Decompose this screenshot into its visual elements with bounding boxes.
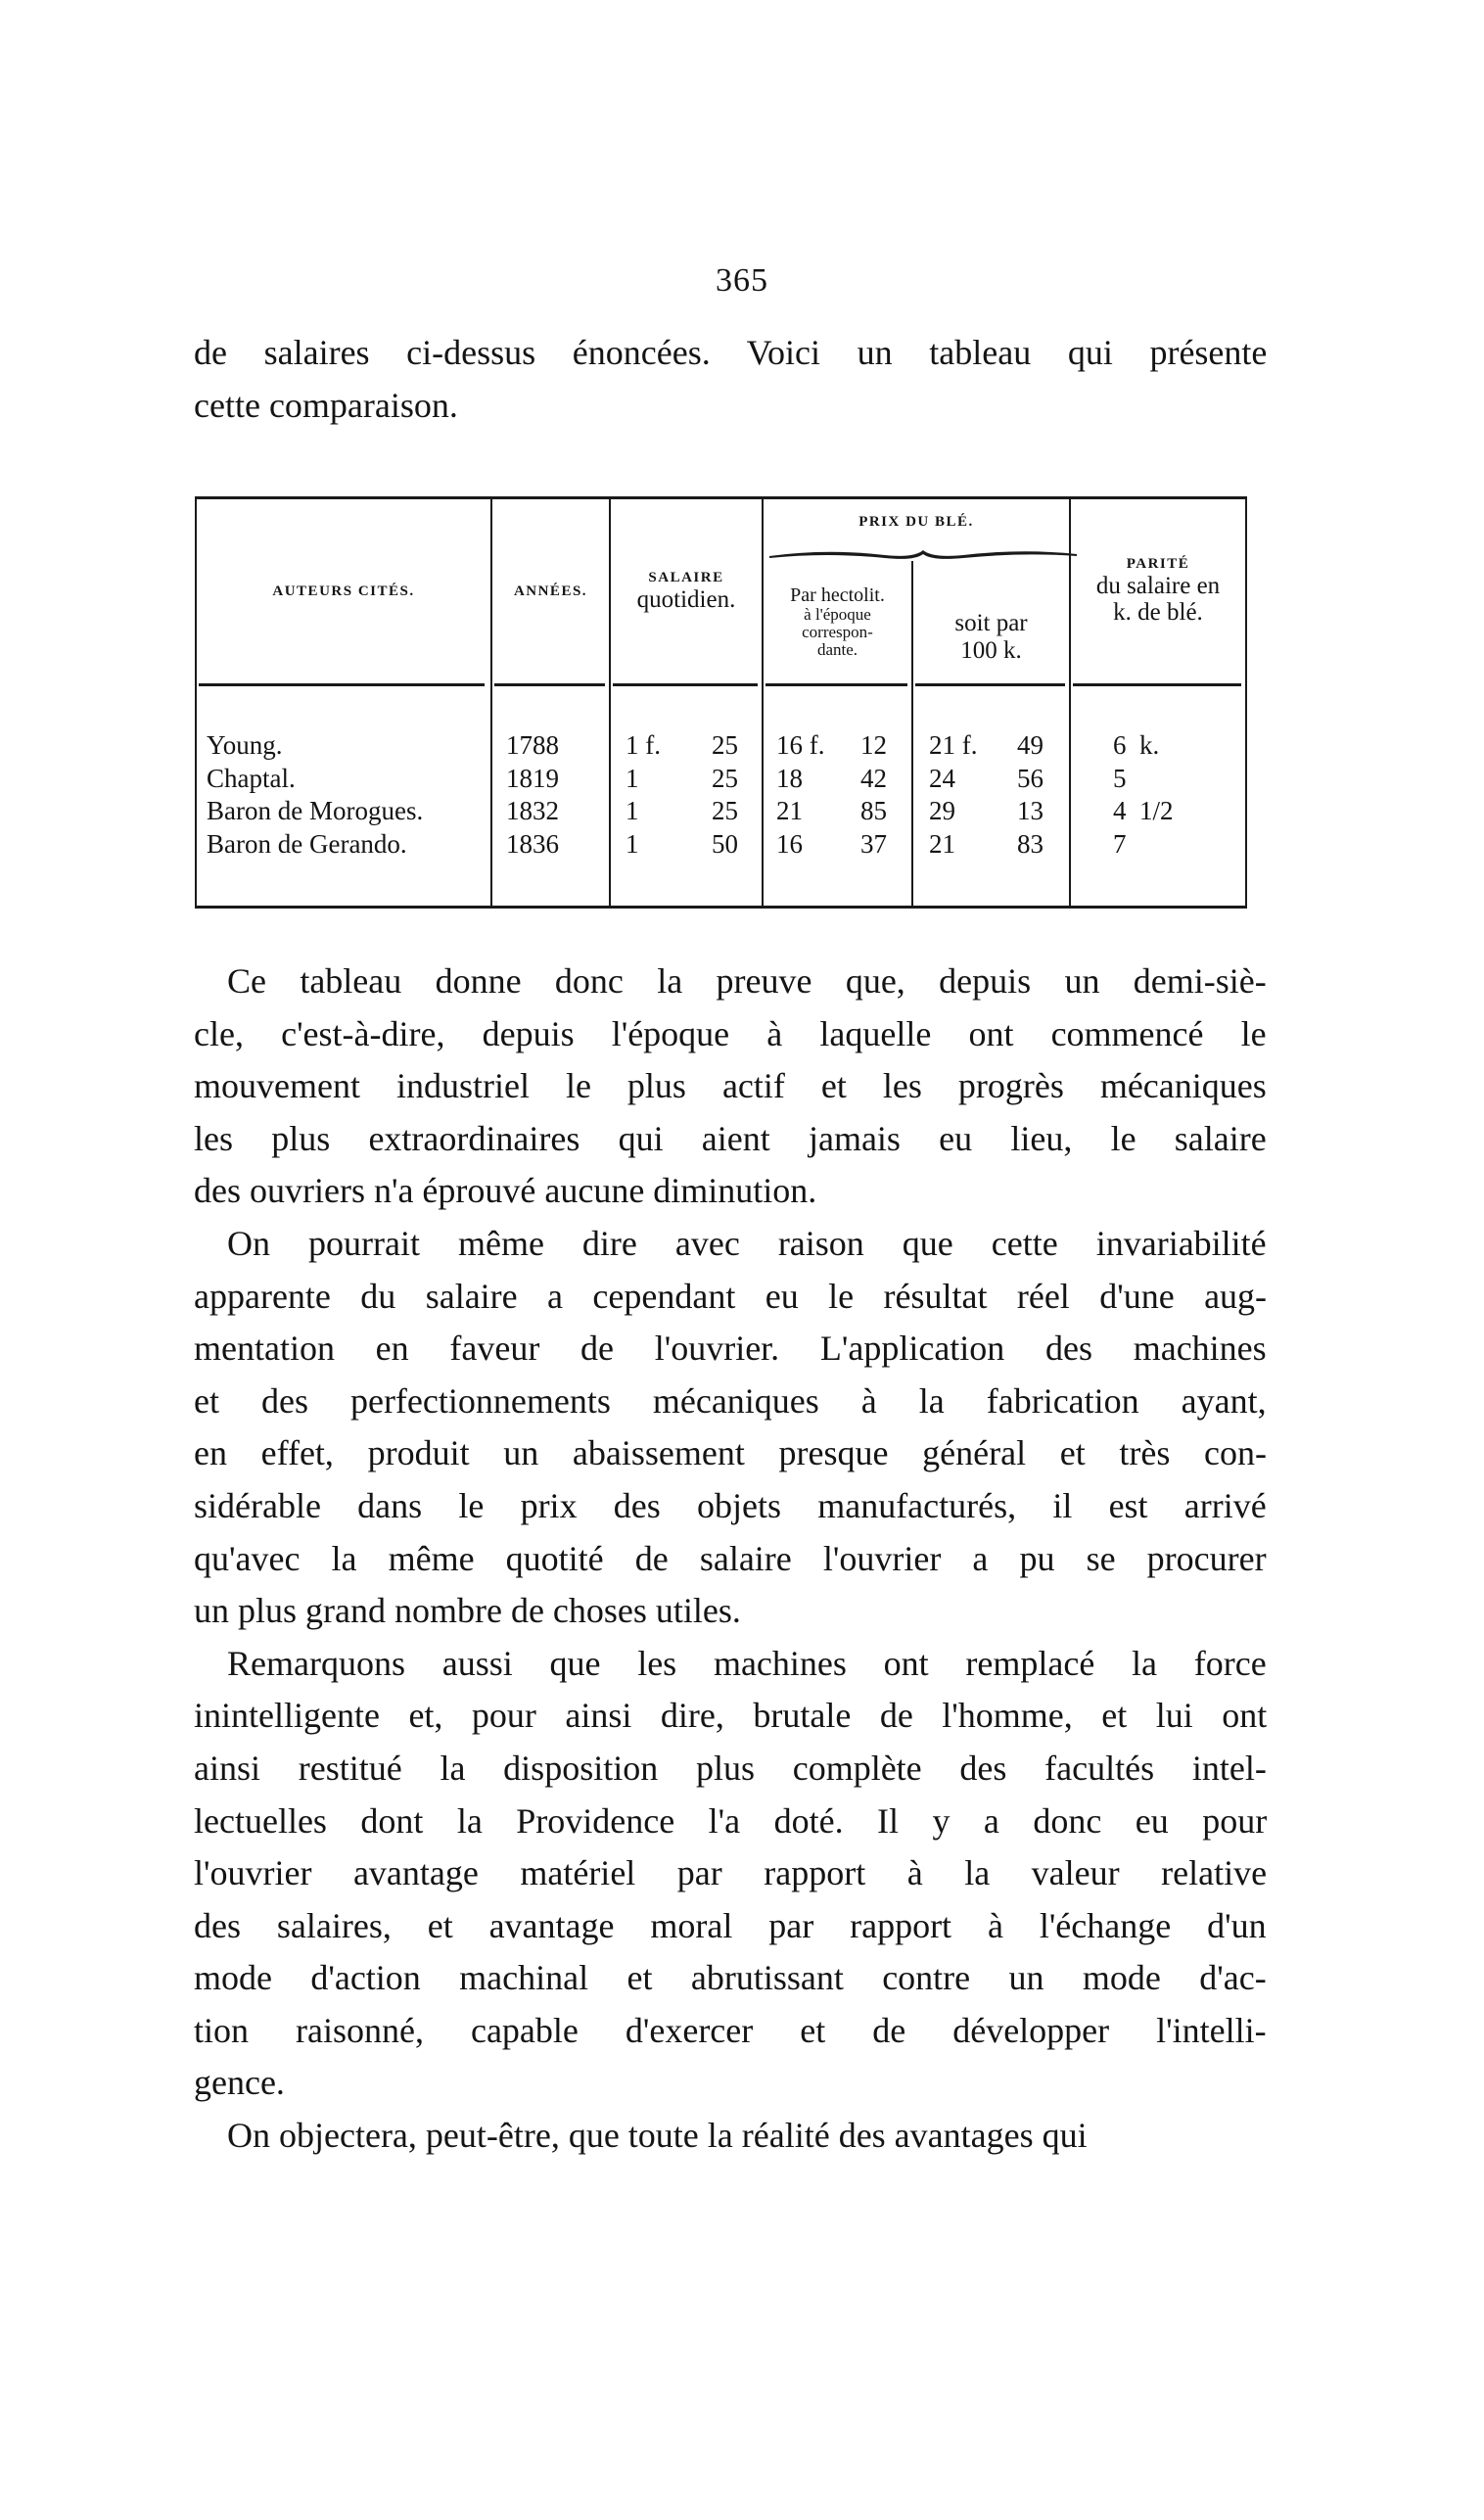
text-line: mode d'action machinal et abrutissant contre un mode d'ac- [194,1958,1267,1998]
cell-parity: 6 k. [1113,730,1160,760]
header-rule [765,683,907,686]
intro-text [194,327,1267,432]
header-parity [1071,499,1245,683]
cell-wage-c: 25 [712,763,738,793]
header-swash-rule [767,546,1079,562]
paragraph [194,956,1267,1218]
cell-k-f: 24 [929,763,955,793]
cell-k-c: 56 [1017,763,1043,793]
cell-k-f: 29 [929,796,955,825]
paragraph [194,1218,1267,1638]
cell-k-c: 49 [1017,730,1043,760]
text-line: qu'avec la même quotité de salaire l'ouvrier a pu se procurer [194,1538,1267,1578]
text-line: les plus extraordinaires qui aient jamais eu lieu, le salaire [194,1118,1267,1158]
paragraph [194,1638,1267,2110]
cell-hl-f: 16 [776,828,803,859]
cell-parity: 4 1/2 [1113,796,1174,825]
header-line: k. de blé. [1113,599,1203,627]
text-line: en effet, produit un abaissement presque général et très con- [194,1433,1267,1473]
header-rule [494,683,605,686]
text-line: mentation en faveur de l'ouvrier. L'application des machines [194,1329,1267,1369]
header-rule [613,683,758,686]
header-line: soit par [954,610,1028,636]
text-line: On pourrait même dire avec raison que cette invariabilité [227,1223,1267,1263]
text-line: On objectera, peut-être, que toute la réalité des avantages qui [227,2116,1088,2156]
text-line: gence. [194,2063,285,2103]
cell-k-f: 21 [929,828,955,859]
text-line: lectuelles dont la Providence l'a doté. Il y a donc eu pour [194,1800,1267,1841]
header-line: Par hectolit. [790,584,885,607]
header-line: correspon- [802,623,873,642]
text-line: Ce tableau donne donc la preuve que, depuis un demi-siè- [227,961,1267,1001]
cell-year: 1819 [506,763,559,793]
text-line: sidérable dans le prix des objets manufacturés, il est arrivé [194,1485,1267,1525]
cell-year: 1788 [506,730,559,760]
cell-parity: 5 [1113,763,1127,793]
cell-year: 1836 [506,828,559,859]
cell-hl-c: 42 [860,763,887,793]
text-line: de salaires ci-dessus énoncées. Voici un tableau qui présente [194,333,1267,372]
cell-hl-c: 85 [860,796,887,825]
cell-author: Chaptal. [207,763,296,793]
text-line: et des perfectionnements mécaniques à la fabrication ayant, [194,1380,1267,1421]
header-wage-bottom: quotidien. [636,585,736,613]
text-line: tion raisonné, capable d'exercer et de développer l'intelli- [194,2010,1267,2050]
cell-k-f: 21 f. [929,730,978,760]
header-line: 100 k. [960,636,1022,664]
header-price-group: PRIX DU BLÉ. [858,513,974,530]
text-line: Remarquons aussi que les machines ont remplacé la force [227,1643,1267,1683]
paragraph [194,2110,1267,2163]
cell-wage-c: 25 [712,796,738,825]
cell-year: 1832 [506,796,559,825]
header-rule [1073,683,1241,686]
body-text [194,956,1267,2163]
header-years: ANNÉES. [513,583,588,599]
cell-hl-f: 16 f. [776,730,825,760]
table-row [195,796,1247,828]
header-per-hectolitre [764,561,911,683]
text-line: l'ouvrier avantage matériel par rapport à la valeur relative [194,1853,1267,1893]
cell-wage-f: 1 [626,796,639,825]
cell-hl-c: 37 [860,828,887,859]
header-authors: AUTEURS CITÉS. [272,583,415,599]
text-line: des ouvriers n'a éprouvé aucune diminution. [194,1171,817,1211]
text-line: apparente du salaire a cependant eu le résultat réel d'une aug- [194,1276,1267,1316]
header-rule [199,683,485,686]
text-line: des salaires, et avantage moral par rapport à l'échange d'un [194,1905,1267,1945]
cell-author: Baron de Morogues. [207,796,424,825]
table-row [195,764,1247,796]
cell-hl-f: 18 [776,763,803,793]
header-per-100k [913,561,1069,683]
cell-author: Young. [207,730,283,760]
wage-comparison-table [195,496,1247,909]
cell-wage-f: 1 [626,828,639,859]
header-rule [915,683,1065,686]
cell-author: Baron de Gerando. [207,828,407,859]
header-line: du salaire en [1095,572,1221,599]
cell-k-c: 13 [1017,796,1043,825]
text-line: ainsi restitué la disposition plus complète des facultés intel- [194,1748,1267,1788]
text-line: un plus grand nombre de choses utiles. [194,1591,741,1631]
cell-wage-c: 25 [712,730,738,760]
cell-hl-f: 21 [776,796,803,825]
text-line: inintelligente et, pour ainsi dire, brutale de l'homme, et lui ont [194,1696,1267,1736]
cell-wage-f: 1 [626,763,639,793]
header-parity-top: PARITÉ [1126,556,1190,573]
text-line: cle, c'est-à-dire, depuis l'époque à laquelle ont commencé le [194,1013,1267,1053]
header-wage [611,499,762,683]
header-line: à l'époque [804,605,871,625]
text-line: mouvement industriel le plus actif et les progrès mécaniques [194,1066,1267,1106]
header-wage-top: SALAIRE [648,570,724,585]
cell-parity: 7 [1113,828,1127,859]
text-line: cette comparaison. [194,385,458,425]
header-line: dante. [816,639,858,659]
table-row [195,829,1247,862]
cell-hl-c: 12 [860,730,887,760]
cell-wage-c: 50 [712,828,738,859]
page-number: 365 [716,262,768,299]
table-row [195,730,1247,763]
cell-k-c: 83 [1017,828,1043,859]
cell-wage-f: 1 f. [626,730,661,760]
